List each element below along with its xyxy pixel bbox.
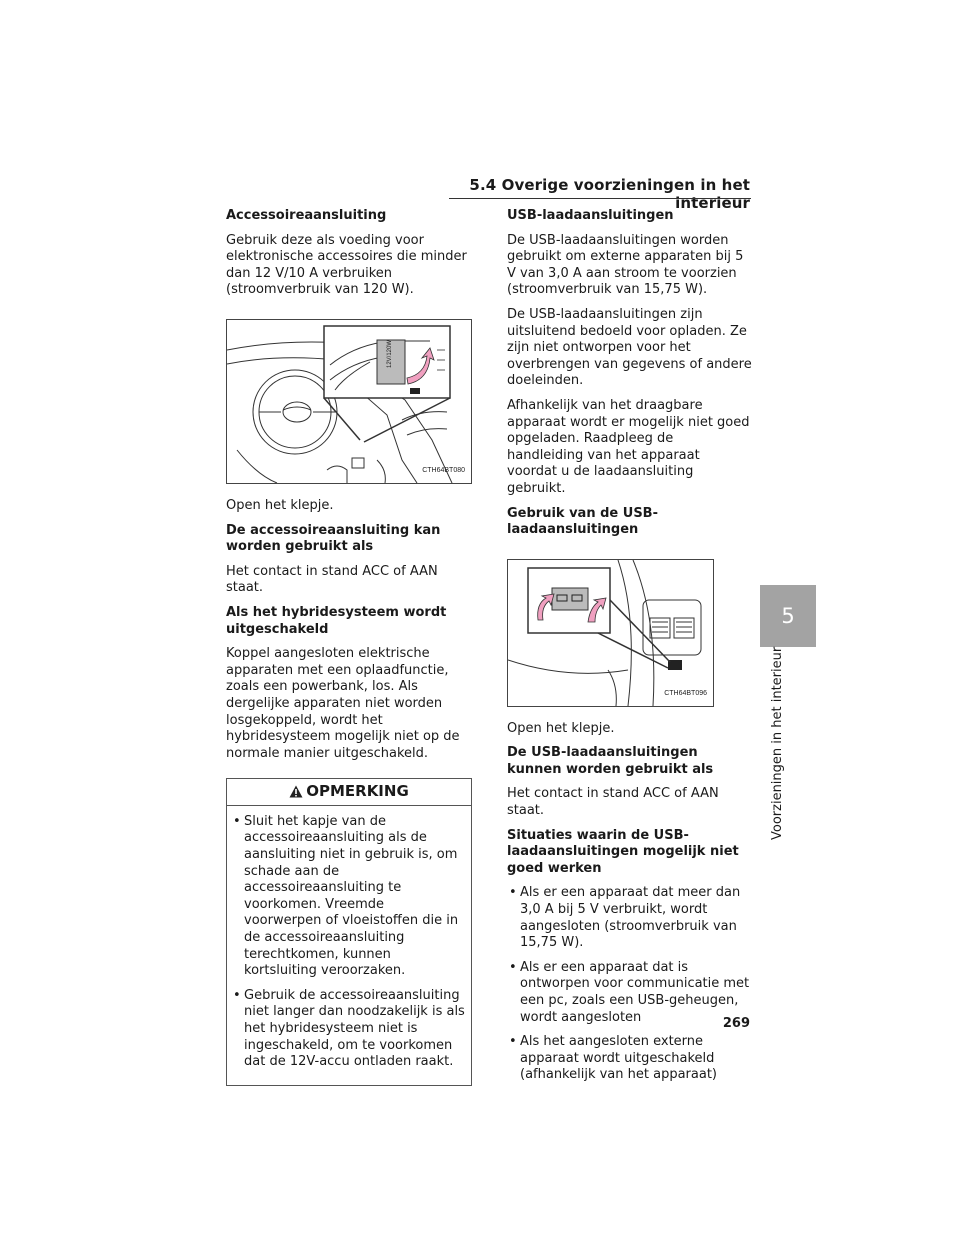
usb-paragraph-1: De USB-laadaansluitingen worden gebruikt om externe apparaten bij 5 V van 3,0 A aan stroom te voorzien (stroomverbruik van 15,75 W). bbox=[507, 232, 744, 298]
usb-usable-when-heading: De USB-laadaansluitingen kunnen worden gebruikt als bbox=[507, 745, 714, 777]
notice-list bbox=[227, 806, 471, 1071]
dashboard-drawing bbox=[227, 320, 471, 483]
usb-ports-illustration bbox=[507, 559, 714, 707]
hybrid-off-text: Koppel aangesloten elektrische apparaten met een oplaadfunctie, zoals een powerbank, los. Als dergelijke apparaten niet worden losgekoppeld, wordt het hybridesysteem mogelijk niet op de normale manier uitgeschakeld. bbox=[226, 646, 460, 761]
accessory-socket-intro: Gebruik deze als voeding voor elektronische accessoires die minder dan 12 V/10 A verbruiken (stroomverbruik van 120 W). bbox=[226, 232, 467, 298]
notice-title: OPMERKING bbox=[306, 782, 409, 801]
usb-open-lid-step: Open het klepje. bbox=[507, 720, 615, 736]
notice-box bbox=[226, 778, 472, 1086]
figure-code: CTH64BT080 bbox=[422, 467, 465, 475]
chapter-tab: 5 bbox=[760, 585, 816, 647]
socket-lid-label: 12V/120W bbox=[387, 339, 393, 368]
usb-usable-when-text: Het contact in stand ACC of AAN staat. bbox=[507, 786, 719, 819]
usb-paragraph-3: Afhankelijk van het draagbare apparaat wordt er mogelijk niet goed opgeladen. Raadpleeg de handleiding van het apparaat voordat u de laadaansluiting gebruikt. bbox=[507, 397, 750, 496]
chapter-title: Voorzieningen in het interieur bbox=[770, 646, 785, 840]
usb-heading: USB-laadaansluitingen bbox=[507, 208, 674, 223]
open-lid-step: Open het klepje. bbox=[226, 497, 334, 513]
hybrid-off-heading: Als het hybridesysteem wordt uitgeschakeld bbox=[226, 604, 447, 637]
usb-paragraph-2: De USB-laadaansluitingen zijn uitsluitend bedoeld voor opladen. Ze zijn niet ontworpen voor het overbrengen van gegevens of andere doeleinden. bbox=[507, 306, 752, 389]
right-column bbox=[507, 208, 753, 1092]
usb-situations-heading: Situaties waarin de USB-laadaansluitingen mogelijk niet goed werken bbox=[507, 827, 739, 876]
usable-when-heading: De accessoireaansluiting kan worden gebruikt als bbox=[226, 522, 441, 555]
accessory-socket-heading: Accessoireaansluiting bbox=[226, 208, 387, 223]
usable-when-text: Het contact in stand ACC of AAN staat. bbox=[226, 563, 438, 596]
header-divider bbox=[449, 198, 751, 199]
warning-triangle-icon bbox=[289, 785, 303, 802]
list-item: • Als er een apparaat dat meer dan 3,0 A bij 5 V verbruikt, wordt aangesloten (stroomverbruik van 15,75 W). bbox=[507, 885, 753, 951]
usb-usage-heading: Gebruik van de USB-laadaansluitingen bbox=[507, 505, 658, 538]
left-column bbox=[226, 208, 472, 1086]
notice-item: • Gebruik de accessoireaansluiting niet langer dan noodzakelijk is als het hybridesysteem niet is ingeschakeld, om te voorkomen dat de 12V-accu ontladen raakt. bbox=[231, 988, 465, 1071]
list-item: • Als het aangesloten externe apparaat wordt uitgeschakeld (afhankelijk van het apparaat) bbox=[507, 1034, 753, 1084]
notice-header bbox=[227, 779, 471, 806]
notice-item: • Sluit het kapje van de accessoireaansluiting als de aansluiting niet in gebruik is, om schade aan de accessoireaansluiting te voorkomen. Vreemde voorwerpen of vloeistoffen die in de accessoireaansluiting terechtkomen, kunnen kortsluiting veroorzaken. bbox=[231, 814, 465, 980]
list-item: • Als er een apparaat dat is ontworpen voor communicatie met een pc, zoals een USB-geheugen, wordt aangesloten bbox=[507, 960, 753, 1026]
console-drawing bbox=[508, 560, 713, 706]
figure-code: CTH64BT096 bbox=[664, 690, 707, 698]
section-header: 5.4 Overige voorzieningen in het interieur bbox=[469, 176, 750, 212]
accessory-socket-illustration bbox=[226, 319, 472, 484]
usb-situations-list bbox=[507, 885, 753, 1084]
page-number: 269 bbox=[722, 1016, 750, 1031]
